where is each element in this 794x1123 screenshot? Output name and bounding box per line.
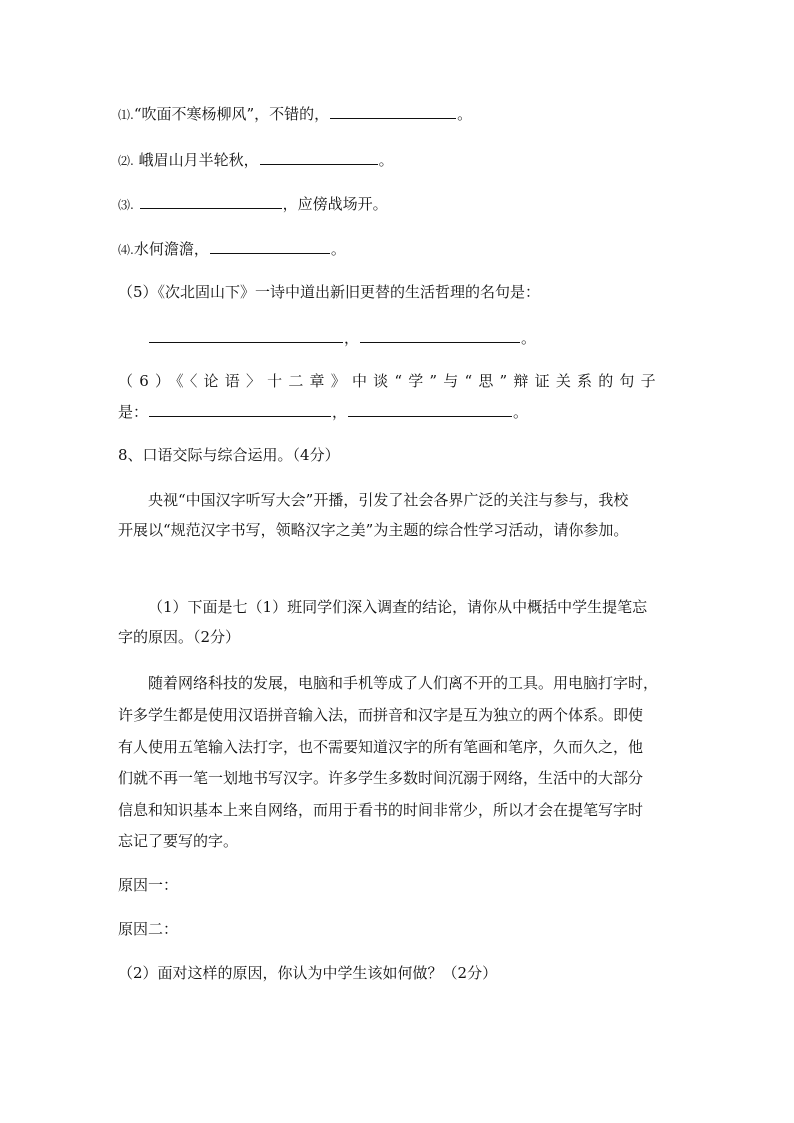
question-end: 。 — [330, 240, 346, 258]
section-8-intro-line-2: 开展以“规范汉字书写，领略汉字之美”为主题的综合性学习活动，请你参加。 — [118, 521, 629, 539]
answer-blank[interactable] — [360, 327, 520, 343]
question-text: 水何澹澹， — [133, 240, 209, 258]
answer-blank[interactable] — [348, 401, 512, 417]
reason-1-label: 原因一： — [118, 876, 179, 894]
passage-line: 有人使用五笔输入法打字，也不需要知道汉字的所有笔画和笔序，久而久之，他 — [118, 738, 644, 756]
reason-2-label: 原因二： — [118, 920, 179, 938]
question-6-prompt: （6）《〈论语〉十二章》中谈“学”与“思”辩证关系的句子 — [118, 372, 662, 390]
answer-blank[interactable] — [330, 103, 456, 119]
answer-blank[interactable] — [260, 149, 378, 165]
question-end: 。 — [513, 403, 529, 421]
question-end: 。 — [378, 151, 394, 169]
answer-blank[interactable] — [149, 327, 343, 343]
question-end: 。 — [457, 105, 473, 123]
answer-blank[interactable] — [210, 238, 330, 254]
question-3 — [118, 193, 388, 215]
question-6-lead: 是： — [118, 403, 149, 421]
subquestion-2: （2）面对这样的原因，你认为中学生该如何做？（2分） — [118, 964, 498, 982]
passage-line: 随着网络科技的发展，电脑和手机等成了人们离不开的工具。用电脑打字时， — [148, 674, 659, 692]
question-2 — [118, 149, 394, 171]
passage-line: 们就不再一笔一划地书写汉字。许多学生多数时间沉溺于网络，生活中的大部分 — [118, 769, 644, 787]
passage-line: 信息和知识基本上来自网络，而用于看书的时间非常少，所以才会在提笔写字时 — [118, 801, 644, 819]
subquestion-1-line-2: 字的原因。（2分） — [118, 628, 241, 646]
question-number: ⑴. — [118, 108, 134, 122]
passage-line: 忘记了要写的字。 — [118, 832, 239, 850]
section-8-intro-line-1: 央视“中国汉字听写大会”开播，引发了社会各界广泛的关注与参与，我校 — [148, 491, 629, 509]
separator: ， — [332, 403, 348, 421]
question-number: ⑷. — [118, 243, 134, 257]
answer-blank[interactable] — [149, 401, 331, 417]
separator: ， — [344, 329, 360, 347]
question-5-answer — [148, 327, 536, 348]
question-number: ⑶. — [118, 198, 134, 212]
question-1 — [118, 103, 472, 125]
section-8-title: 8、口语交际与综合运用。（4分） — [118, 446, 340, 464]
question-5-prompt: （5）《次北固山下》一诗中道出新旧更替的生活哲理的名句是： — [118, 283, 541, 301]
subquestion-1-line-1: （1）下面是七（1）班同学们深入调查的结论，请你从中概括中学生提笔忘 — [148, 598, 648, 616]
question-number: ⑵. — [118, 154, 134, 168]
question-text: ，应傍战场开。 — [282, 195, 388, 213]
question-6-answer — [118, 401, 528, 422]
answer-blank[interactable] — [140, 193, 282, 209]
question-text: 峨眉山月半轮秋， — [133, 151, 259, 169]
question-end: 。 — [521, 329, 537, 347]
passage-line: 许多学生都是使用汉语拼音输入法，而拼音和汉字是互为独立的两个体系。即使 — [118, 706, 644, 724]
question-4 — [118, 238, 346, 260]
question-text: “吹面不寒杨柳风”，不错的， — [133, 105, 330, 123]
